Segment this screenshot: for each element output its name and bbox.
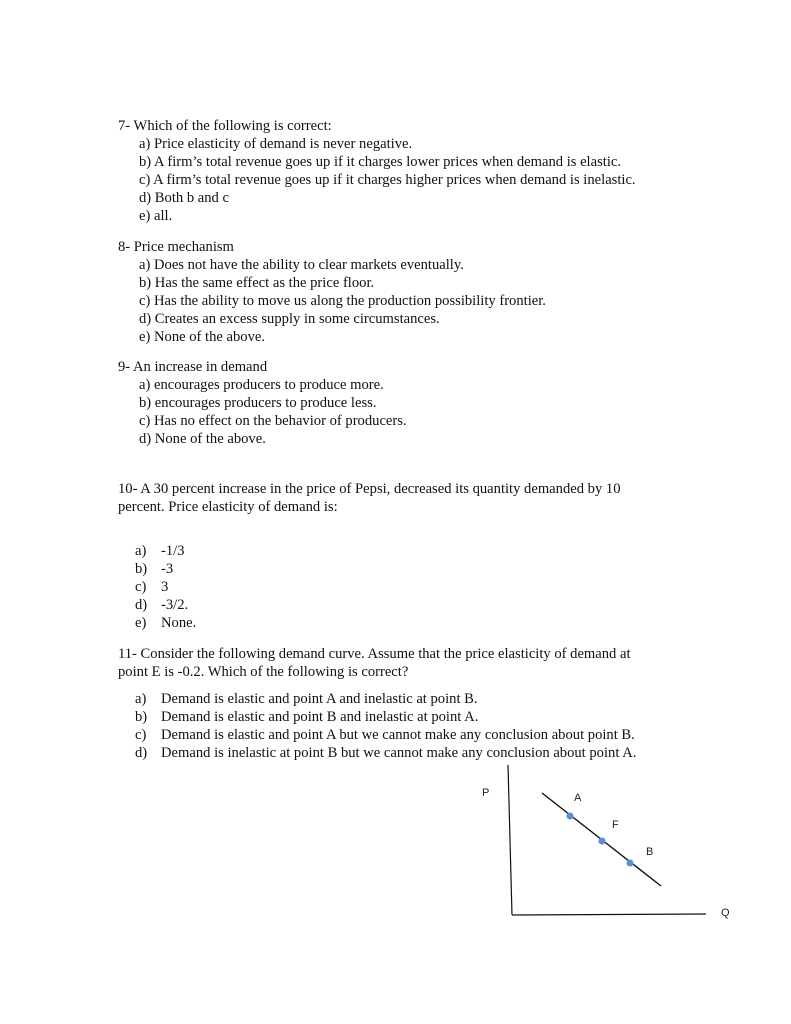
q8-option-b: b) Has the same effect as the price floor. (139, 275, 375, 291)
q8-option-e: e) None of the above. (139, 329, 266, 345)
q10-option-c: c) 3 (135, 579, 169, 595)
q11-option-c: c) Demand is elastic and point A but we cannot make any conclusion about point B. (135, 727, 635, 743)
q7-option-b: b) A firm’s total revenue goes up if it charges lower prices when demand is elastic. (139, 154, 621, 170)
point-a-marker (567, 813, 574, 820)
q10-option-e: e) None. (135, 615, 197, 631)
q11-option-b: b) Demand is elastic and point B and inelastic at point A. (135, 709, 479, 725)
demand-curve-graph (470, 760, 791, 940)
q9-option-b: b) encourages producers to produce less. (139, 395, 377, 411)
question-11-options (118, 690, 636, 762)
q8-option-c: c) Has the ability to move us along the production possibility frontier. (139, 293, 546, 309)
x-axis (512, 914, 706, 915)
q8-option-d: d) Creates an excess supply in some circumstances. (139, 311, 440, 327)
question-11 (118, 645, 631, 681)
y-axis (508, 765, 512, 915)
point-a-label: A (574, 792, 582, 804)
question-9-stem: 9- An increase in demand (118, 359, 268, 375)
q9-option-c: c) Has no effect on the behavior of producers. (139, 413, 407, 429)
q11-option-d: d) Demand is inelastic at point B but we cannot make any conclusion about point A. (135, 745, 637, 761)
question-8 (118, 238, 546, 346)
question-10-stem-line-1: 10- A 30 percent increase in the price of Pepsi, decreased its quantity demanded by 10 (118, 481, 621, 497)
q7-option-e: e) all. (139, 208, 173, 224)
question-10 (118, 480, 621, 516)
question-10-options (118, 542, 196, 632)
point-b-marker (627, 860, 634, 867)
q10-option-b: b) -3 (135, 561, 174, 577)
question-10-stem-line-2: percent. Price elasticity of demand is: (118, 499, 338, 515)
q9-option-d: d) None of the above. (139, 431, 266, 447)
question-11-stem-line-1: 11- Consider the following demand curve. Assume that the price elasticity of demand at (118, 646, 631, 662)
x-axis-label: Q (721, 907, 730, 919)
q10-option-d: d) -3/2. (135, 597, 189, 613)
q7-option-c: c) A firm’s total revenue goes up if it charges higher prices when demand is inelastic. (139, 172, 636, 188)
question-7-stem: 7- Which of the following is correct: (118, 118, 332, 134)
question-8-stem: 8- Price mechanism (118, 239, 234, 255)
question-7 (118, 117, 636, 225)
q7-option-a: a) Price elasticity of demand is never negative. (139, 136, 413, 152)
question-11-stem-line-2: point E is -0.2. Which of the following is correct? (118, 664, 409, 680)
point-f-label: F (612, 819, 619, 831)
q11-option-a: a) Demand is elastic and point A and inelastic at point B. (135, 691, 478, 707)
q8-option-a: a) Does not have the ability to clear markets eventually. (139, 257, 464, 273)
point-f-marker (599, 838, 606, 845)
y-axis-label: P (482, 787, 490, 799)
q7-option-d: d) Both b and c (139, 190, 229, 206)
q9-option-a: a) encourages producers to produce more. (139, 377, 384, 393)
q10-option-a: a) -1/3 (135, 543, 185, 559)
point-b-label: B (646, 846, 654, 858)
question-9 (118, 358, 407, 448)
